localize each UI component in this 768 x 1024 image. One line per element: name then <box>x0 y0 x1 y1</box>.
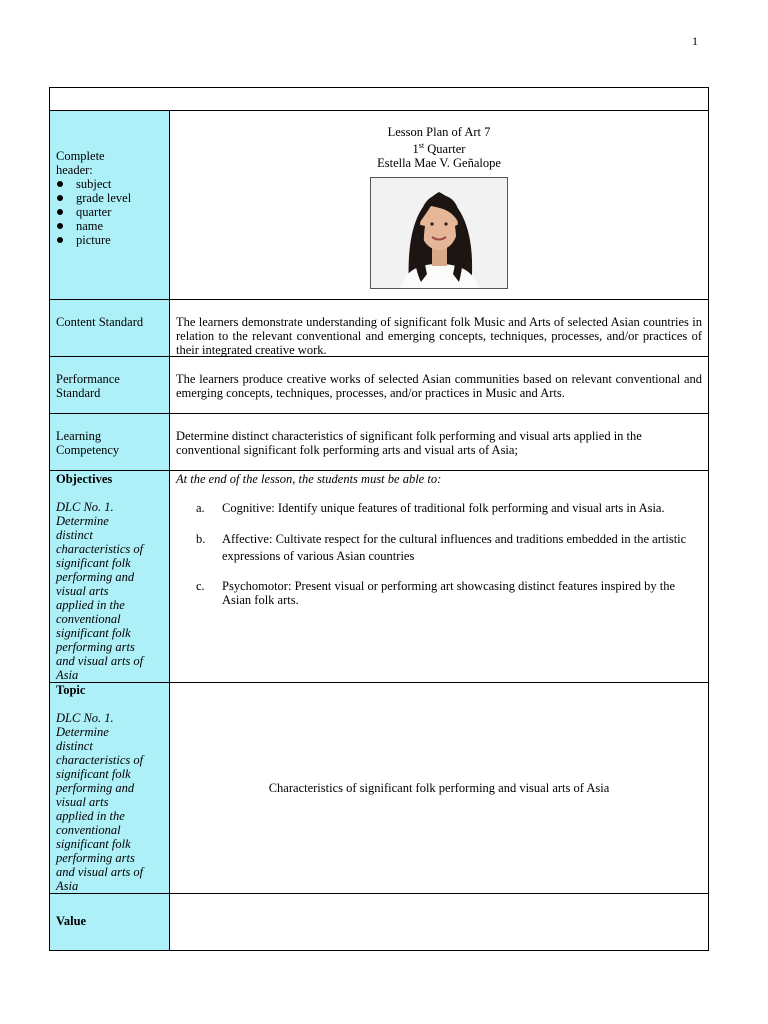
learning-competency-text: Determine distinct characteristics of significant folk performing and visual arts applied in the conventional significant folk performing arts and visual arts of Asia; <box>176 429 642 457</box>
bullet-dot-icon <box>57 237 63 243</box>
header-label-line: Complete <box>56 149 105 163</box>
topic-dlc: DLC No. 1. Determine distinct characteristics of significant folk performing and visual arts applied in the conventional significant folk performing arts and visual arts of Asia <box>56 711 144 893</box>
lesson-title: Lesson Plan of Art 7 <box>387 125 491 139</box>
bullet-subject: subject <box>56 177 163 191</box>
topic-label-cell <box>50 683 170 893</box>
topic-heading: Topic <box>56 683 86 697</box>
bullet-name: name <box>56 219 163 233</box>
quarter-line: 1st Quarter <box>412 141 466 157</box>
objectives-dlc: DLC No. 1. Determine distinct characteristics of significant folk performing and visual arts applied in the conventional significant folk performing arts and visual arts of Asia <box>56 500 144 682</box>
bullet-quarter: quarter <box>56 205 163 219</box>
objective-psychomotor: c. Psychomotor: Present visual or performing art showcasing distinct features inspired by the Asian folk arts. <box>196 579 676 607</box>
lesson-plan-table <box>49 87 709 951</box>
objectives-label-cell <box>50 471 170 682</box>
value-content-cell <box>170 894 708 950</box>
value-label: Value <box>50 894 170 950</box>
objectives-row <box>50 470 708 682</box>
objectives-list <box>176 500 702 607</box>
topic-text: Characteristics of significant folk performing and visual arts of Asia <box>268 781 610 795</box>
bullet-dot-icon <box>57 195 63 201</box>
objectives-heading: Objectives <box>56 472 113 486</box>
objectives-content-cell <box>170 471 708 682</box>
teacher-name: Estella Mae V. Geñalope <box>377 156 501 171</box>
performance-standard-label: Performance Standard <box>50 357 170 413</box>
content-standard-text: The learners demonstrate understanding of significant folk Music and Arts of selected Asian countries in relation to the relevant conventional and emerging concepts, techniques, processes, and/or practices of their integrated creative work. <box>176 315 702 357</box>
objective-cognitive: a. Cognitive: Identify unique features of traditional folk performing and visual arts in Asia. <box>196 501 665 515</box>
content-standard-row <box>50 299 708 356</box>
performance-standard-text: The learners produce creative works of selected Asian communities based on relevant conventional and emerging concepts, techniques, processes, and/or practices in Music and Arts. <box>176 372 702 400</box>
topic-content-cell <box>170 683 708 893</box>
value-row <box>50 893 708 950</box>
bullet-dot-icon <box>57 181 63 187</box>
header-info-cell <box>170 111 708 299</box>
objective-affective: b. Affective: Cultivate respect for the cultural influences and traditions embedded in the artistic expressions of various Asian countries <box>196 532 687 563</box>
table-blank-row <box>50 88 708 110</box>
header-label-cell <box>50 111 170 299</box>
bullet-picture: picture <box>56 233 163 247</box>
bullet-dot-icon <box>57 223 63 229</box>
performance-standard-row <box>50 356 708 413</box>
learning-competency-label: Learning Competency <box>50 414 170 470</box>
content-standard-label: Content Standard <box>50 300 170 356</box>
page-number: 1 <box>692 34 698 48</box>
header-row <box>50 110 708 299</box>
bullet-grade-level: grade level <box>56 191 163 205</box>
header-label-line: header: <box>56 163 93 177</box>
bullet-dot-icon <box>57 209 63 215</box>
header-bullet-list <box>56 177 163 247</box>
topic-row <box>50 682 708 893</box>
objectives-intro: At the end of the lesson, the students must be able to: <box>176 472 442 486</box>
learning-competency-row <box>50 413 708 470</box>
teacher-photo <box>370 177 508 289</box>
